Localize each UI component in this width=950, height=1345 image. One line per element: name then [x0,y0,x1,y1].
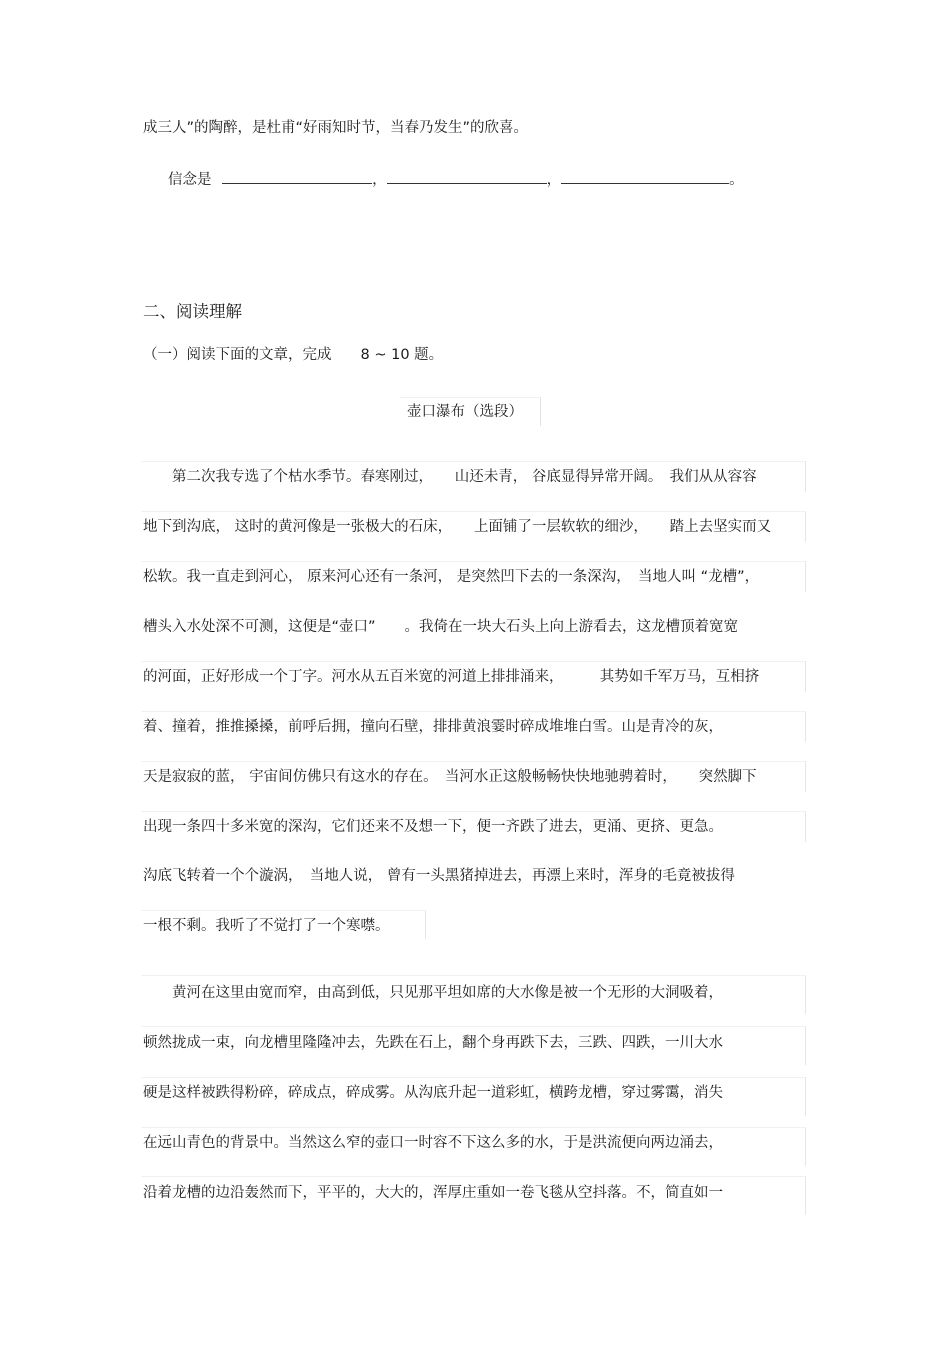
belief-prefix: 信念是 [168,172,212,188]
article-line: 一根不剩。我听了不觉打了一个寒噤。 [143,918,390,934]
section-subheading: （一）阅读下面的文章，完成 8 ~ 10 题。 [143,347,444,363]
article-line: 槽头入水处深不可测，这便是“壶口” 。我倚在一块大石头上向上游看去，这龙槽顶着宽宽 [143,619,739,635]
answer-blank-2[interactable] [387,169,547,184]
comma-2: ， [546,172,562,188]
end-period: 。 [729,172,744,188]
answer-blank-1[interactable] [222,169,372,184]
article-line: 黄河在这里由宽而窄，由高到低，只见那平坦如席的大水像是被一个无形的大洞吸着， [143,985,723,1001]
article-line: 着、撞着，推推搡搡，前呼后拥，撞向石壁，排排黄浪霎时碎成堆堆白雪。山是青冷的灰， [143,719,723,735]
intro-line: 成三人”的陶醉，是杜甫“好雨知时节，当春乃发生”的欣喜。 [143,120,529,136]
article-line: 在远山青色的背景中。当然这么窄的壶口一时容不下这么多的水，于是洪流便向两边涌去， [143,1135,723,1151]
comma-1: ， [372,172,387,188]
article-line: 硬是这样被跌得粉碎，碎成点，碎成雾。从沟底升起一道彩虹，横跨龙槽，穿过雾霭，消失 [143,1085,723,1101]
article-line: 第二次我专选了个枯水季节。春寒刚过， 山还未青， 谷底显得异常开阔。 我们从从容容 [143,469,757,485]
article-line: 地下到沟底， 这时的黄河像是一张极大的石床， 上面铺了一层软软的细沙， 踏上去坚实而又 [143,519,772,535]
section-heading: 二、阅读理解 [143,302,242,321]
answer-blank-3[interactable] [561,169,729,184]
article-line: 沿着龙槽的边沿轰然而下，平平的，大大的，浑厚庄重如一卷飞毯从空抖落。不，简直如一 [143,1185,723,1201]
article-line: 的河面，正好形成一个丁字。河水从五百米宽的河道上排排涌来， 其势如千军万马，互相挤 [143,669,760,685]
article-line: 沟底飞转着一个个漩涡， 当地人说， 曾有一头黑猪掉进去，再漂上来时，浑身的毛竟被拔得 [143,868,735,884]
article-line: 出现一条四十多米宽的深沟，它们还来不及想一下，便一齐跌了进去，更涌、更挤、更急。 [143,819,723,835]
article-title: 壶口瀑布（选段） [407,404,523,420]
article-line: 顿然拢成一束，向龙槽里隆隆冲去，先跌在石上，翻个身再跌下去，三跌、四跌，一川大水 [143,1035,723,1051]
belief-fill-in-line [168,169,744,190]
article-line: 松软。我一直走到河心， 原来河心还有一条河， 是突然凹下去的一条深沟， 当地人叫 “龙槽”， [143,569,760,585]
article-line: 天是寂寂的蓝， 宇宙间仿佛只有这水的存在。 当河水正这般畅畅快快地驰骋着时， 突然脚下 [143,769,757,785]
